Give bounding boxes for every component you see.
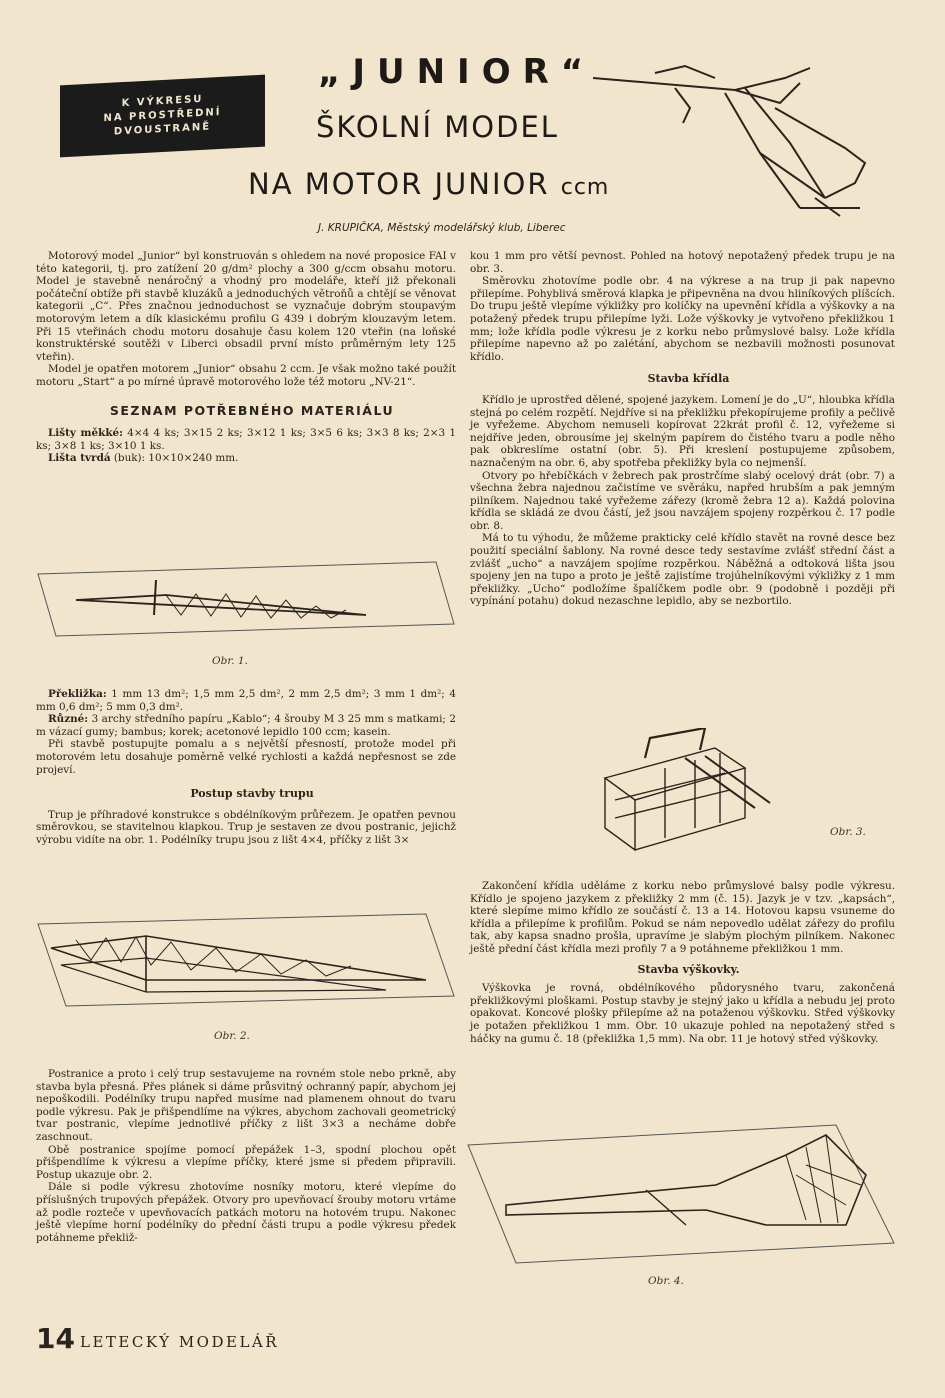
figure-3-caption: Obr. 3. [830,826,866,838]
magazine-name: LETECKÝ MODELÁŘ [80,1333,280,1351]
article-subtitle-2 [248,167,609,201]
tag-line-1: K VÝKRESU [121,93,204,110]
misc-label: Různé: [48,713,89,726]
engine-mount-paragraph: Dále si podle výkresu zhotovíme nosníky motoru, které vlepíme do příslušných trupových přepážek. Otvory pro upevňovací šrouby motoru vrtáme až podle rozteče v upevňovacích patkách motoru na hotovém trupu. Nakonec ještě vlepíme horní podélníky do přední části trupu a podle výkresu předek potáhneme překliž- [36,1181,456,1244]
misc-item [36,713,456,738]
tag-line-3: DVOUSTRANĚ [113,121,212,138]
wing-paragraph-3: Má to tu výhodu, že můžeme prakticky celé křídlo stavět na rovné desce bez použití speciální šablony. Na rovné desce tedy sestavíme zvlášť střední část a zvlášť „ucho“ a navzájem spojíme rozpěrkou. Náběžná a odtoková lišta jsou spojeny jen na tupo a proto je ještě zajistíme trojúhelníkovými výkližky z 1 mm překližky. „Ucho“ podložíme špalíčkem podle obr. 9 (podobně i později při vypínání potahu) dokud nezaschne lepidlo, aby se nezbortilo. [470,532,895,608]
material-heading: SEZNAM POTŘEBNÉHO MATERIÁLU [109,402,395,418]
figure-2-caption: Obr. 2. [214,1030,250,1042]
right-column-bottom [470,880,895,1045]
building-advice: Při stavbě postupujte pomalu a s největší přesností, protože model při motorovém letu dosahuje poměrně velké rychlosti a každá nepřesnost se zde projeví. [36,738,456,776]
wing-paragraph-1: Křídlo je uprostřed dělené, spojené jazykem. Lomení je do „U“, hloubka křídla stejná po celém rozpětí. Nejdříve si na překližku překopírujeme profily a pečlivě je vyřežeme. Abychom nemuseli kopírovat 22krát profil č. 12, vyřežeme si nejdříve jeden, obrousíme jej skelným papírem do čistého tvaru a podle něho pak obkreslíme ostatní (obr. 5). Při kreslení postupujeme způsobem, naznačeným na obr. 6, aby spotřeba překližky byla co nejmenší. [470,393,895,469]
page-number: 14 [36,1322,75,1355]
left-column-materials [36,688,456,847]
figure-2-fuselage-assembly [36,910,456,1010]
figure-4-caption: Obr. 4. [648,1275,684,1287]
subtitle-main: NA MOTOR JUNIOR [248,167,550,201]
intro-paragraph-2: Model je opatřen motorem „Junior“ obsahu 2 ccm. Je však možno také použít motoru „Start“ a po mírné úpravě motorového lože též motoru „NV-21“. [36,363,456,388]
soft-strips-item [36,427,456,452]
article-title: „JUNIOR“ [318,52,596,92]
tag-line-2: NA PROSTŘEDNÍ [103,106,222,125]
left-column-fuselage-steps [36,1068,456,1244]
header-airplane-drawing [585,48,875,218]
stabilizer-paragraph: Výškovka je rovná, obdélníkového půdorysného tvaru, zakončená překližkovými ploškami. Postup stavby je stejný jako u křídla a nebudu jej proto opakovat. Koncové plošky přilepíme až na potaženou výškovku. Střed výškovky je potažen překližkou 1 mm. Obr. 10 ukazuje pohled na nepotažený střed s háčky na gumu č. 18 (překližka 1,5 mm). Na obr. 11 je hotový střed výškovky. [470,982,895,1045]
fuselage-paragraph: Trup je příhradové konstrukce s obdélníkovým průřezem. Je opatřen pevnou směrovkou, se stavitelnou klapkou. Trup je sestaven ze dvou postranic, jejichž výrobu vidíte na obr. 1. Podélníky trupu jsou z lišt 4×4, příčky z lišt 3× [36,808,456,846]
left-column-intro [36,250,456,465]
fuselage-heading: Postup stavby trupu [190,787,314,801]
hard-strip-value: (buk): 10×10×240 mm. [110,452,239,465]
soft-strips-value: 4×4 4 ks; 3×15 2 ks; 3×12 1 ks; 3×5 6 ks; 3×3 8 ks; 2×3 1 ks; 3×8 1 ks; 3×10 1 ks. [36,427,456,452]
joining-paragraph: Obě postranice spojíme pomocí přepážek 1–3, spodní plochou opět přišpendlíme k výkresu a vlepíme příčky, které jsme si předem připravili. Postup ukazuje obr. 2. [36,1143,456,1181]
plywood-label: Překližka: [48,688,107,700]
author-line: J. KRUPIČKA, Městský modelářský klub, Liberec [318,222,566,234]
figure-3-fuselage-front [585,728,785,858]
figure-1-caption: Obr. 1. [212,655,248,667]
hard-strip-item [36,452,456,465]
sides-paragraph: Postranice a proto i celý trup sestavujeme na rovném stole nebo prkně, aby stavba byla přesná. Přes plánek si dáme průsvitný ochranný papír, abychom jej nepoškodili. Podélníky trupu napřed musíme nad plamenem ohnout do tvaru podle výkresu. Pak je přišpendlíme na výkres, abychom zachovali geometrický tvar postranic, vlepíme jednotlivé příčky z lišt 3×3 a necháme dobře zaschnout. [36,1068,456,1143]
wingtip-paragraph: Zakončení křídla uděláme z korku nebo průmyslové balsy podle výkresu. Křídlo je spojeno jazykem z překližky 2 mm (č. 15). Jazyk je v tzv. „kapsách“, které slepíme mimo křídlo ze součástí č. 13 a 14. Hotovou kapsu vsuneme do křídla a přilepíme k profilům. Pokud se nám nepovedlo udělat zářezy do profilu tak, aby kapsa snadno prošla, upravíme je slabým plochým pilníkem. Nakonec ještě přední část křídla mezi profily 7 a 9 potáhneme překližkou 1 mm. [470,880,895,955]
figure-1-fuselage-side [36,560,456,640]
figure-4-rudder [466,1115,896,1275]
article-subtitle: ŠKOLNÍ MODEL [316,110,559,144]
drawing-reference-tag [60,75,265,158]
wing-paragraph-2: Otvory po hřebíčkách v žebrech pak prostrčíme slabý ocelový drát (obr. 7) a všechna žebra najednou začistíme ve svěráku, napřed hrubším a pak jemným pilníkem. Najednou také vyřežeme zářezy (kromě žebra 12 a). Každá polovina křídla se skládá ze dvou částí, jež jsou navzájem spojeny rozpěrkou č. 17 podle obr. 8. [470,469,895,532]
hard-strip-label: Lišta tvrdá [48,452,111,465]
plywood-value: 1 mm 13 dm²; 1,5 mm 2,5 dm², 2 mm 2,5 dm²; 3 mm 1 dm²; 4 mm 0,6 dm²; 5 mm 0,3 dm². [36,688,456,713]
plywood-item [36,688,456,713]
subtitle-unit: ccm [560,175,610,200]
intro-paragraph: Motorový model „Junior“ byl konstruován s ohledem na nové proposice FAI v této kategorii, tj. pro zatížení 20 g/dm² plochy a 300 g/ccm obsahu motoru. Model je stavebně nenáročný a vhodný pro modeláře, kteří již překonali počáteční obtíže při stavbě kluzáků a jednoduchých větroňů a chtějí se věnovat kategorii „C“. Přes značnou jednoduchost se vyznačuje dobrým stoupavým motorovým letem a dík klasickému profilu G 439 i dobrým klouzavým letem. Při 15 vteřinách chodu motoru dosahuje času kolem 120 vteřin (na loňské konstruktérské soutěži v Liberci obsadil první místo průměrným lety 125 vteřin). [36,250,456,363]
continuation-paragraph: kou 1 mm pro větší pevnost. Pohled na hotový nepotažený předek trupu je na obr. 3. [470,250,895,275]
soft-strips-label: Lišty měkké: [48,427,123,440]
wing-heading: Stavba křídla [647,372,730,386]
right-column-top [470,250,895,608]
stabilizer-heading: Stavba výškovky. [637,962,740,976]
misc-value: 3 archy středního papíru „Kablo“; 4 šrouby M 3 25 mm s matkami; 2 m vázací gumy; bambus; korek; acetonové lepidlo 100 ccm; kasein. [36,713,456,738]
rudder-paragraph: Směrovku zhotovíme podle obr. 4 na výkrese a na trup ji pak napevno přilepíme. Pohyblivá směrová klapka je připevněna na dvou hliníkových plíšcích. Do trupu ještě vlepíme výkližky pro kolíčky na upevnění křídla a výškovky a na potažený předek trupu přilepíme lyži. Lože výškovky je vytvořeno překližkou 1 mm; lože křídla podle výkresu je z korku nebo průmyslové balsy. Lože křídla přilepíme napevno až po zalétání, abychom se nezbavili možnosti posunovat křídlo. [470,275,895,363]
